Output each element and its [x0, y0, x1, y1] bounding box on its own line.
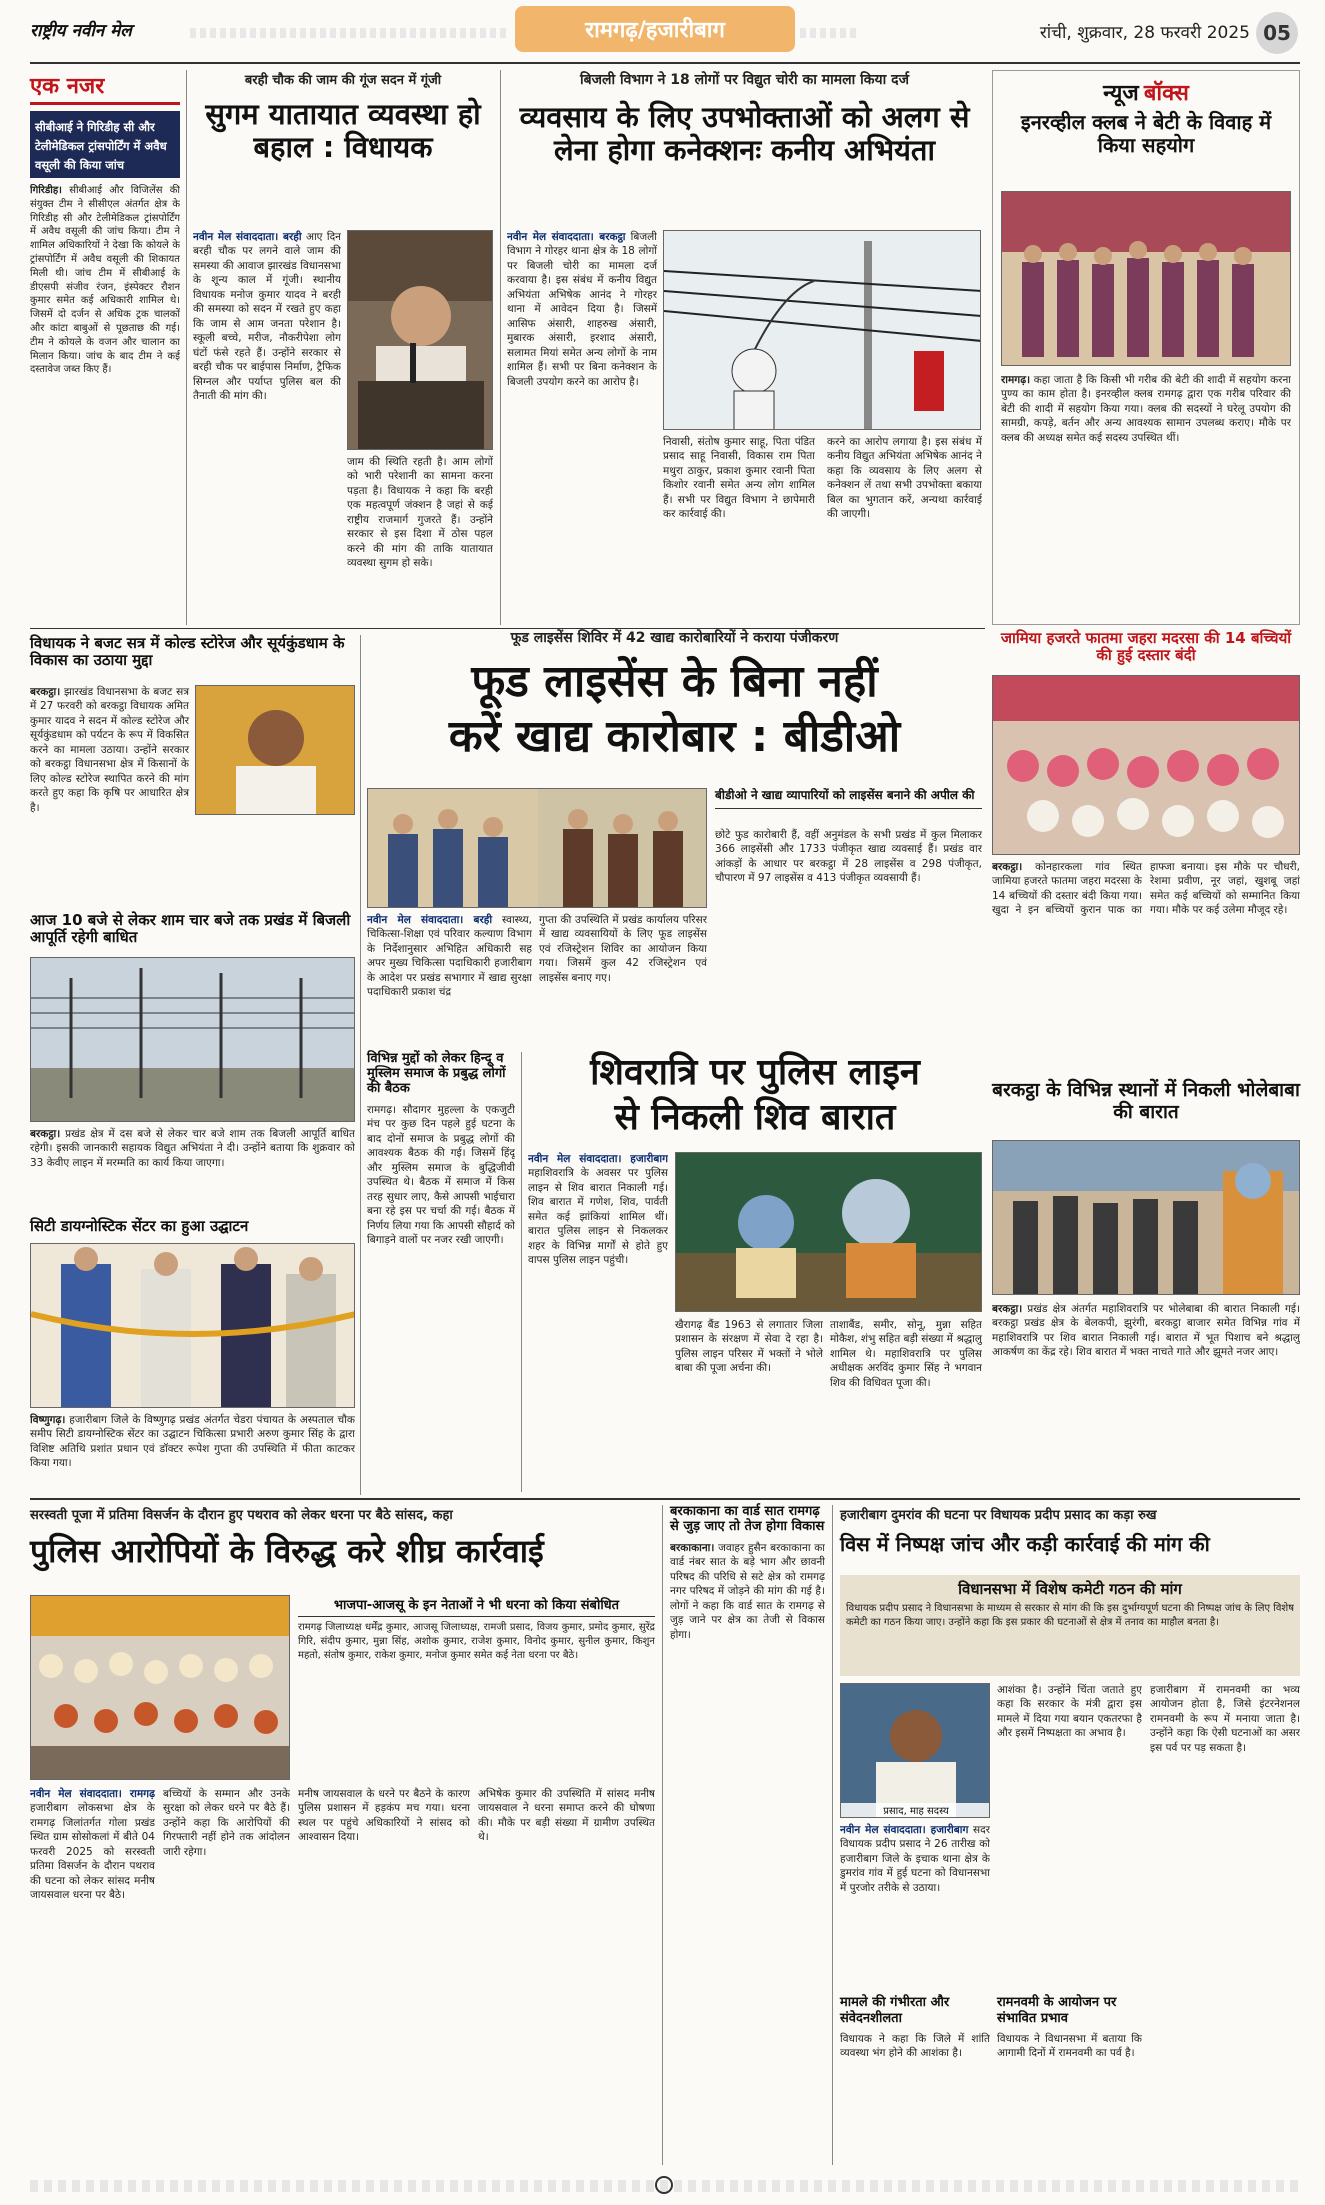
page-number: 05 [1256, 12, 1298, 54]
city-diag-body: विष्णुगढ़। हजारीबाग जिले के विष्णुगढ़ प्रखंड अंतर्गत चेडरा पंचायत के अस्पताल चौक समीप सिटी डायग्नोस्टिक सेंटर का उद्घाटन चिकित्सा प्रभारी अरुण कुमार सिंह के द्वारा विशिष्ट अतिथि प्रशांत प्रधान एवं डॉक्टर रूपेश गुप्ता की उपस्थिति में फीता काटकर किया गया। [30, 1414, 355, 1470]
bijli-headline: व्यवसाय के लिए उपभोक्ताओं को अलग से लेना होगा कनेक्शनः कनीय अभियंता [519, 100, 970, 168]
shiv-baraat-photo [675, 1152, 982, 1312]
dateline: रांची, शुक्रवार, 28 फरवरी 2025 [1039, 23, 1250, 43]
barhi-body-a: नवीन मेल संवाददाता। बरही आए दिन बरही चौक पर लगने वाले जाम की समस्या की आवाज झारखंड विधानसभा के शून्य काल में गूंजी। स्थानीय विधायक मनोज कुमार यादव ने बरही की समस्या को सदन में रखते हुए कहा कि जाम से आम जनता परेशान है। स्कूली बच्चे, मरीज, नौकरीपेशा लोग घंटों फंसे रहते हैं। उन्होंने सरकार से बरही चौक पर बाईपास निर्माण, ट्रैफिक सिग्नल और पर्याप्त पुलिस बल की तैनाती की मांग की। [193, 231, 341, 403]
divider [521, 1052, 522, 1492]
substation-photo [30, 957, 355, 1122]
vidhan-strap: हजारीबाग दुमरांव की घटना पर विधायक प्रदीप प्रसाद का कड़ा रुख [840, 1508, 1157, 1523]
inner-wheel-photo [1001, 191, 1291, 366]
jamiya-body: बरकट्ठा। कोनहारकला गांव स्थित जामिया हजरते फातमा जहरा मदरसा के 14 बच्चियों की दस्तार बंदी किया गया। खुदा ने इन बच्चियों कुरान पाक का हाफ्जा बनाया। इस मौके पर चौधरी, रेशमा प्रवीण, नूर जहां, खुशबू जहां समेत कई बच्चियों को सम्मानित किया गया। मौके पर कई उलेमा मौजूद रहे। [992, 861, 1300, 917]
masthead [0, 0, 1325, 70]
police-body-d: अभिषेक कुमार की उपस्थिति में सांसद मनीष जायसवाल ने धरना समाप्त करने की घोषणा की। मौके पर बड़ी संख्या में ग्रामीण उपस्थित थे। [478, 1788, 655, 1844]
ek-nazar-headline: सीबीआई ने गिरिडीह सी और टेलीमेडिकल ट्रांसपोर्टिंग में अवैध वसूली की किया जांच [30, 111, 180, 178]
jamiya-article [992, 630, 1300, 1075]
madrasa-photo [992, 675, 1300, 855]
meeting-headline: विभिन्न मुद्दों को लेकर हिन्दू व मुस्लिम समाज के प्रबुद्ध लोगों की बैठक [367, 1051, 506, 1096]
bijli-body-a: नवीन मेल संवाददाता। बरकट्ठा बिजली विभाग ने गोरहर थाना क्षेत्र के 18 लोगों पर बिजली चोरी का मामला दर्ज करवाया है। इस संबंध में कनीय विद्युत अभियंता अभिषेक आनंद ने गोरहर थाना में आवेदन दिया है। जिसमें आसिफ अंसारी, शाहरुख अंसारी, मुबारक अंसारी, इरशाद अंसारी, सलामत मियां समेत अन्य लोगों के नाम शामिल हैं। सभी पर बिना कनेक्शन के बिजली उपयोग करने का आरोप है। [507, 231, 657, 388]
madrasa-ceremony-image [993, 676, 1300, 855]
divider [360, 635, 361, 1495]
shivratri-body-b: खैरागढ़ बैंड 1963 से लगातार जिला प्रशासन के संरक्षण में सेवा दे रहा है। पुलिस लाइन परिसर में भक्तों ने भोले बाबा की पूजा अर्चना की। [675, 1319, 823, 1375]
food-body-a: नवीन मेल संवाददाता। बरही स्वास्थ्य, चिकित्सा-शिक्षा एवं परिवार कल्याण विभाग के निर्देशानुसार अभिहित अधिकारी सह अपर मुख्य चिकित्सा पदाधिकारी हजारीबाग के आदेश पर प्रखंड सभागार में खाद्य सुरक्षा पदाधिकारी प्रकाश चंद्र [367, 914, 532, 999]
barhi-article [193, 70, 493, 625]
section-title: रामगढ़/हजारीबाग [585, 18, 725, 43]
food-strap: फूड लाइसेंस शिविर में 42 खाद्य कारोबारियों ने कराया पंजीकरण [510, 630, 839, 646]
barhi-strap: बरही चौक की जाम की गूंज सदन में गूंजी [244, 73, 442, 88]
barkakana-headline: बरकाकाना का वार्ड सात रामगढ़ से जुड़ जाए तो तेज होगा विकास [670, 1504, 825, 1534]
news-box-body: रामगढ़। कहा जाता है कि किसी भी गरीब की बेटी की शादी में सहयोग करना पुण्य का काम होता है। इनरव्हील क्लब रामगढ़ द्वारा एक गरीब परिवार की बेटी की शादी में सहयोग किया गया। क्लब की सदस्यों ने घरेलू उपयोग की सामग्री, कपड़े, बर्तन और अन्य आवश्यक सामान उपलब्ध कराए। मौके पर क्लब की अध्यक्ष समेत कई सदस्य उपस्थित थीं। [1001, 374, 1291, 444]
meeting-article [367, 1052, 515, 1492]
meeting-body: रामगढ़। सौदागर मुहल्ला के एकजुटी मंच पर कुछ दिन पहले हुई घटना के बाद दोनों समाज के प्रबुद्ध लोगों की आवश्यक बैठक की गई। जिसमें हिंदू और मुस्लिम समाज के बुद्धिजीवी उपस्थित थे। बैठक में समाज में किस तरह सुधार लाए, कैसे आपसी भाईचारा बना रहे इस पर चर्चा की गई। बैठक में निर्णय लिया गया कि आपसी सौहार्द को बिगाड़ने वालों पर नजर रखी जाएगी। [367, 1103, 515, 1247]
vidhan-body-b: आशंका है। उन्होंने चिंता जताते हुए कहा कि सरकार के मंत्री द्वारा इस मामले में दिया गया बयान एकतरफा है और इसमें निष्पक्षता का अभाव है। [997, 1684, 1142, 1740]
vidhan-body-a: नवीन मेल संवाददाता। हजारीबाग सदर विधायक प्रदीप प्रसाद ने 26 तारीख को हजारीबाग जिले के इचाक थाना क्षेत्र के डुमरांव गांव में हुई घटना को विधानसभा में पुरजोर तरीके से उठाया। [840, 1824, 990, 1894]
food-headline-1: फूड लाइसेंस के बिना नहीं [471, 656, 878, 707]
bhole-article [992, 1080, 1300, 1495]
shivratri-body-c: ताशाबैंड, समीर, सोनू, मुन्ना सहित मोकैश, शंभु सहित बड़ी संख्या में श्रद्धालु शामिल थे। महाशिवरात्रि पर पुलिस अधीक्षक अरविंद कुमार सिंह ने भगवान शिव की विधिवत पूजा की। [830, 1319, 982, 1389]
food-body-c: छोटे फुड कारोबारी हैं, वहीं अनुमंडल के सभी प्रखंड में कुल मिलाकर 366 लाइसेंसी और 1733 पंजीकृत खाद्य व्यवसाई हैं। प्रखंड वार आंकड़ों के आधार पर बरकट्ठा में 28 लाइसेंस व 298 पंजीकृत, चौपारण में 97 लाइसेंस व 413 पंजीकृत व्यवसायी हैं। [715, 829, 982, 885]
inauguration-photo [30, 1243, 355, 1408]
bhole-baraat-image [993, 1141, 1300, 1295]
section-banner [515, 6, 795, 52]
police-body-b: बच्चियों के सम्मान और उनके सुरक्षा को लेकर धरने पर बैठे हैं। उन्होंने कहा कि आरोपियों की गिरफ्तारी नहीं होने तक आंदोलन जारी रहेगा। [163, 1788, 290, 1858]
power-article [30, 912, 355, 1212]
inauguration-image [31, 1244, 355, 1408]
shiv-baraat-image [676, 1153, 982, 1312]
color-strip-right [800, 28, 860, 38]
kold-article [30, 635, 355, 910]
registration-mark [655, 2176, 673, 2194]
substation-image [31, 958, 355, 1122]
kold-mla-photo [195, 685, 355, 815]
vidhan-mla-photo [840, 1683, 990, 1818]
city-diag-article [30, 1218, 355, 1493]
power-line-photo [663, 230, 981, 430]
police-body-a: नवीन मेल संवाददाता। रामगढ़ हजारीबाग लोकसभा क्षेत्र के रामगढ़ जिलांतर्गत गोला प्रखंड स्थित ग्राम सोसोकलां में बीते 04 फरवरी 2025 को सरस्वती प्रतिमा विसर्जन के दौरान पथराव की घटना को लेकर सांसद मनीष जायसवाल धरना पर बैठे। [30, 1788, 155, 1902]
police-body-c: मनीष जायसवाल के धरने पर बैठने के कारण पुलिस प्रशासन में हड़कंप मच गया। धरना स्थल पर पहुंचे अधिकारियों ने सांसद को आश्वासन दिया। [298, 1788, 470, 1844]
food-deck: बीडीओ ने खाद्य व्यापारियों को लाइसेंस बनाने की अपील की [715, 788, 982, 809]
barhi-headline: सुगम यातायात व्यवस्था हो बहाल : विधायक [205, 97, 481, 165]
vidhan-deck: विधानसभा में विशेष कमेटी गठन की मांग विधायक प्रदीप प्रसाद ने विधानसभा के माध्यम से सरकार से मांग की कि इस दुर्भाग्यपूर्ण घटना की निष्पक्ष जांच के लिए विशेष कमेटी का गठन किया जाए। उन्होंने कहा कि इस प्रकार की घटनाओं से क्षेत्र में तनाव का माहौल बनता है। [840, 1575, 1300, 1676]
vidhan-sub2: रामनवमी के आयोजन पर संभावित प्रभाव विधायक ने विधानसभा में बताया कि आगामी दिनों में रामनवमी का पर्व है। [997, 1995, 1142, 2059]
mla-portrait-image [196, 686, 355, 815]
vidhan-article [840, 1505, 1300, 2165]
barkakana-article [670, 1505, 825, 2165]
color-strip-left [190, 28, 510, 38]
divider [662, 1505, 663, 2165]
divider [500, 70, 501, 625]
ek-nazar-body: गिरिडीह। सीबीआई और विजिलेंस की संयुक्त टीम ने सीसीएल अंतर्गत क्षेत्र के गिरिडीह सी और टेलीमेडिकल ट्रांसपोर्टिंग में अवैध वसूली की जांच किया। टीम ने शामिल अधिकारियों ने देखा कि कोयले के ट्रांसपोर्टिंग में अवैध वसूली की शिकायत मिली थी। जांच टीम में सीबीआई के डीएसपी संजीव रंजन, इंस्पेक्टर रौशन कुमार समेत कई अधिकारी शामिल थे। जिसमें दो दर्जन से अधिक ट्रक चालकों और कांटा बाबुओं से पूछताछ की गई। टीम ने कोयले के वजन और चालान का मिलान किया। जांच के बाद टीम ने कई दस्तावेज जब्त किए हैं। [30, 185, 180, 376]
ek-nazar-column [30, 70, 180, 625]
vidhan-sub1: मामले की गंभीरता और संवेदनशीलता विधायक ने कहा कि जिले में शांति व्यवस्था भंग होने की आशंका है। [840, 1995, 990, 2059]
power-body: बरकट्ठा। प्रखंड क्षेत्र में दस बजे से लेकर चार बजे शाम तक बिजली आपूर्ति बाधित रहेगी। इसकी जानकारी सहायक विद्युत अभियंता ने दी। उन्होंने बताया कि शुक्रवार को 33 केवीए लाइन में मरम्मति का कार्य किया जाएगा। [30, 1128, 355, 1169]
dharna-photo [30, 1595, 290, 1780]
shivratri-headline-2: से निकली शिव बारात [614, 1097, 896, 1139]
brand-logo: राष्ट्रीय नवीन मेल [30, 21, 132, 41]
food-headline-2: करें खाद्य कारोबार : बीडीओ [448, 710, 901, 762]
inner-wheel-group-image [1002, 192, 1291, 366]
divider [832, 1505, 833, 2165]
food-body-b: गुप्ता की उपस्थिति में प्रखंड कार्यालय परिसर में खाद्य व्यवसायियों के लिए फूड लाइसेंस एवं रजिस्ट्रेशन शिविर का आयोजन किया गया। जिसमें कुल 42 रजिस्ट्रेशन एवं लाइसेंस बनाए गए। [539, 914, 707, 984]
police-deck: भाजपा-आजसू के इन नेताओं ने भी धरना को किया संबोधित रामगढ़ जिलाध्यक्ष धर्मेंद्र कुमार, आजसू जिलाध्यक्ष, रामजी प्रसाद, विजय कुमार, प्रमोद कुमार, सुरेंद्र गिरि, संदीप कुमार, मुन्ना सिंह, अशोक कुमार, राजेश कुमार, विनोद कुमार, सुनील कुमार, किशुन महतो, संतोष कुमार, राकेश कुमार, मनोज कुमार समेत कई नेता धरना पर बैठे। [298, 1595, 655, 1761]
shivratri-article [528, 1052, 982, 1492]
divider [30, 1498, 1300, 1500]
mla-pradeep-image [841, 1684, 990, 1818]
food-camp-image [368, 789, 707, 908]
police-strap: सरस्वती पूजा में प्रतिमा विसर्जन के दौरान हुए पथराव को लेकर धरना पर बैठे सांसद, कहा [30, 1508, 453, 1523]
police-article [30, 1505, 655, 2165]
jamiya-headline: जामिया हजरते फातमा जहरा मदरसा की 14 बच्चियों की हुई दस्तार बंदी [1000, 629, 1292, 665]
bhole-headline: बरकट्ठा के विभिन्न स्थानों में निकली भोलेबाबा की बारात [992, 1079, 1300, 1123]
shivratri-body-a: नवीन मेल संवाददाता। हजारीबाग महाशिवरात्रि के अवसर पर पुलिस लाइन से शिव बारात निकाली गई। शिव बारात में गणेश, शिव, पार्वती समेत कई झांकियां शामिल थीं। बारात पुलिस लाइन से निकलकर शहर के विभिन्न मार्गों से होते हुए वापस पुलिस लाइन पहुंची। [528, 1153, 668, 1267]
food-article [367, 628, 982, 1048]
barhi-body-b: जाम की स्थिति रहती है। आम लोगों को भारी परेशानी का सामना करना पड़ता है। विधायक ने कहा कि बरही एक महत्वपूर्ण जंक्शन है जहां से कई राष्ट्रीय राजमार्ग गुजरते हैं। उन्होंने सरकार से इस दिशा में ठोस पहल करने की मांग की ताकि यातायात व्यवस्था सुगम हो सके। [347, 456, 493, 570]
news-box [992, 70, 1300, 625]
divider [186, 70, 187, 625]
mla-speaking-image [348, 231, 493, 450]
electricity-theft-illustration [664, 231, 981, 430]
police-headline: पुलिस आरोपियों के विरुद्ध करे शीघ्र कार्रवाई [30, 1532, 544, 1570]
bijli-article [507, 70, 982, 625]
news-box-headline: इनरव्हील क्लब ने बेटी के विवाह में किया सहयोग [1020, 110, 1272, 157]
kold-body: बरकट्ठा। झारखंड विधानसभा के बजट सत्र में 27 फरवरी को बरकट्ठा विधायक अमित कुमार यादव ने सदन में कोल्ड स्टोरेज और सूर्यकुंडधाम को पर्यटन के रूप में विकसित करने का मामला उठाया। उन्होंने सरकार को बरकट्ठा विधानसभा क्षेत्र में किसानों के लिए कोल्ड स्टोरेज स्थापित करने की मांग करते हुए कहा कि कृषि पर आधारित क्षेत्र है। [30, 685, 355, 910]
photo-caption: प्रसाद, माह सदस्य [841, 1803, 990, 1817]
kold-headline: विधायक ने बजट सत्र में कोल्ड स्टोरेज और सूर्यकुंडधाम के विकास का उठाया मुद्दा [30, 634, 345, 670]
ek-nazar-label: एक नजर [30, 70, 180, 105]
news-box-label: न्यूज बॉक्स [1103, 81, 1189, 106]
vidhan-body-c: हजारीबाग में रामनवमी का भव्य आयोजन होता है, जिसे इंटरनेशनल रामनवमी के रूप में मनाया जाता है। उन्होंने कहा कि ऐसी घटनाओं का असर इस पर्व पर पड़ सकता है। [1150, 1684, 1300, 1754]
shivratri-headline-1: शिवरात्रि पर पुलिस लाइन [590, 1052, 920, 1093]
masthead-rule [30, 62, 1300, 64]
bhole-photo [992, 1140, 1300, 1295]
bijli-strap: बिजली विभाग ने 18 लोगों पर विद्युत चोरी का मामला किया दर्ज [580, 72, 909, 88]
dharna-crowd-image [31, 1596, 290, 1780]
city-diag-headline: सिटी डायग्नोस्टिक सेंटर का हुआ उद्घाटन [30, 1217, 249, 1235]
vidhan-headline: विस में निष्पक्ष जांच और कड़ी कार्रवाई की मांग की [840, 1532, 1210, 1556]
bhole-body: बरकट्ठा। प्रखंड क्षेत्र अंतर्गत महाशिवरात्रि पर भोलेबाबा की बारात निकाली गई। बरकट्ठा प्रखंड क्षेत्र के बेलकपी, झुरंगी, बरकट्ठा बाजार समेत विभिन्न गांव में महाशिवरात्रि पर शिव बारात निकाली गई। बारात में भूत पिशाच बने श्रद्धालु आकर्षण का केंद्र रहे। शिव बारात में भक्त नाचते गाते और झूमते नजर आए। [992, 1303, 1300, 1359]
mla-photo [347, 230, 493, 450]
food-camp-photo [367, 788, 707, 908]
barkakana-body: बरकाकाना। जवाहर हुसैन बरकाकाना का वार्ड नंबर सात के बड़े भाग और छावनी परिषद की परिधि से सटे क्षेत्र को रामगढ़ नगर परिषद में जोड़ने की मांग की गई है। लोगों ने कहा कि वार्ड सात के रामगढ़ से जुड़ जाने पर क्षेत्र का तेजी से विकास होगा। [670, 1541, 825, 1641]
bijli-body-b: निवासी, संतोष कुमार साहू, पिता पंडित प्रसाद साहू निवासी, विकास राम पिता मथुरा ठाकुर, प्रकाश कुमार रवानी पिता किशोर रवानी समेत अन्य लोग शामिल हैं। सभी पर विद्युत विभाग ने छापेमारी कर कार्रवाई की। [663, 436, 815, 521]
power-headline: आज 10 बजे से लेकर शाम चार बजे तक प्रखंड में बिजली आपूर्ति रहेगी बाधित [30, 911, 351, 947]
bijli-body-c: करने का आरोप लगाया है। इस संबंध में कनीय विद्युत अभियंता अभिषेक आनंद ने कहा कि व्यवसाय के लिए अलग से कनेक्शन लें तथा सभी उपभोक्ता बकाया बिल का भुगतान करें, अन्यथा कार्रवाई की जाएगी। [827, 436, 982, 521]
